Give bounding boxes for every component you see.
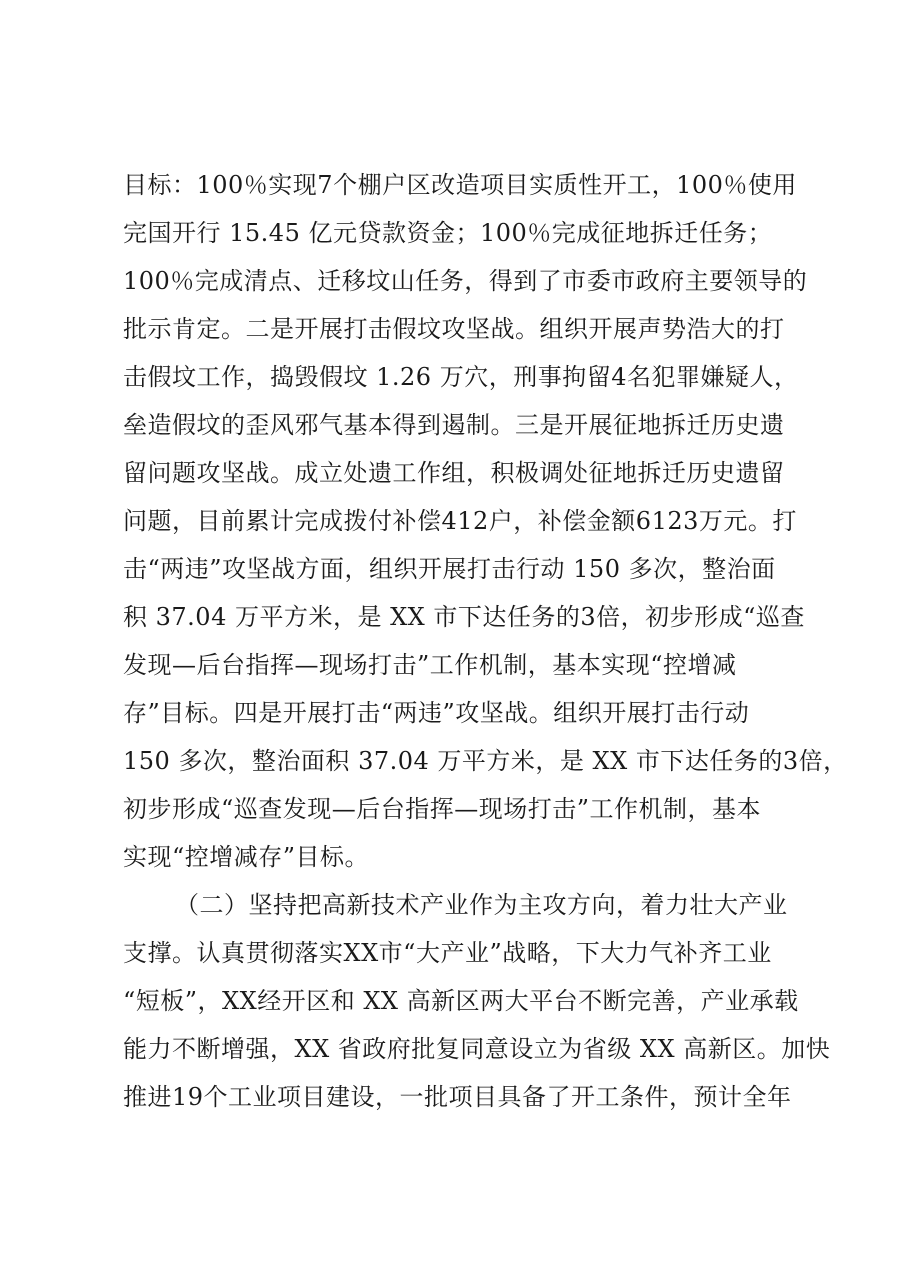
paragraph-line: 100％完成清点、迁移坟山任务，得到了市委市政府主要领导的 xyxy=(123,267,808,295)
paragraph-line: 批示肯定。二是开展打击假坟攻坚战。组织开展声势浩大的打 xyxy=(123,315,785,343)
paragraph-line: 实现“控增减存”目标。 xyxy=(123,843,370,871)
section-heading-line: （二）坚持把高新技术产业作为主攻方向，着力壮大产业 xyxy=(175,891,788,919)
paragraph-line: 150 多次，整治面积 37.04 万平方米，是 XX 市下达任务的3倍， xyxy=(123,747,848,775)
paragraph-line: 能力不断增强，XX 省政府批复同意设立为省级 XX 高新区。加快 xyxy=(123,1035,831,1063)
paragraph-line: 问题，目前累计完成拨付补偿412户，补偿金额6123万元。打 xyxy=(123,507,797,535)
paragraph-line: 初步形成“巡查发现—后台指挥—现场打击”工作机制，基本 xyxy=(123,795,762,823)
paragraph-line: 目标：100％实现7个棚户区改造项目实质性开工，100％使用 xyxy=(123,171,797,199)
paragraph-line: 击“两违”攻坚战方面，组织开展打击行动 150 多次，整治面 xyxy=(123,555,776,583)
paragraph-line: “短板”，XX经开区和 XX 高新区两大平台不断完善，产业承载 xyxy=(123,987,799,1015)
paragraph-line: 垒造假坟的歪风邪气基本得到遏制。三是开展征地拆迁历史遗 xyxy=(123,411,785,439)
paragraph-line: 支撑。认真贯彻落实XX市“大产业”战略，下大力气补齐工业 xyxy=(123,939,772,967)
paragraph-line: 发现—后台指挥—现场打击”工作机制，基本实现“控增减 xyxy=(123,651,737,679)
paragraph-line: 推进19个工业项目建设，一批项目具备了开工条件，预计全年 xyxy=(123,1083,792,1111)
paragraph-line: 积 37.04 万平方米，是 XX 市下达任务的3倍，初步形成“巡查 xyxy=(123,603,805,631)
paragraph-line: 完国开行 15.45 亿元贷款资金；100％完成征地拆迁任务； xyxy=(123,219,773,247)
paragraph-line: 击假坟工作，捣毁假坟 1.26 万穴，刑事拘留4名犯罪嫌疑人， xyxy=(123,363,799,391)
paragraph-line: 留问题攻坚战。成立处遗工作组，积极调处征地拆迁历史遗留 xyxy=(123,459,785,487)
paragraph-line: 存”目标。四是开展打击“两违”攻坚战。组织开展打击行动 xyxy=(123,699,750,727)
